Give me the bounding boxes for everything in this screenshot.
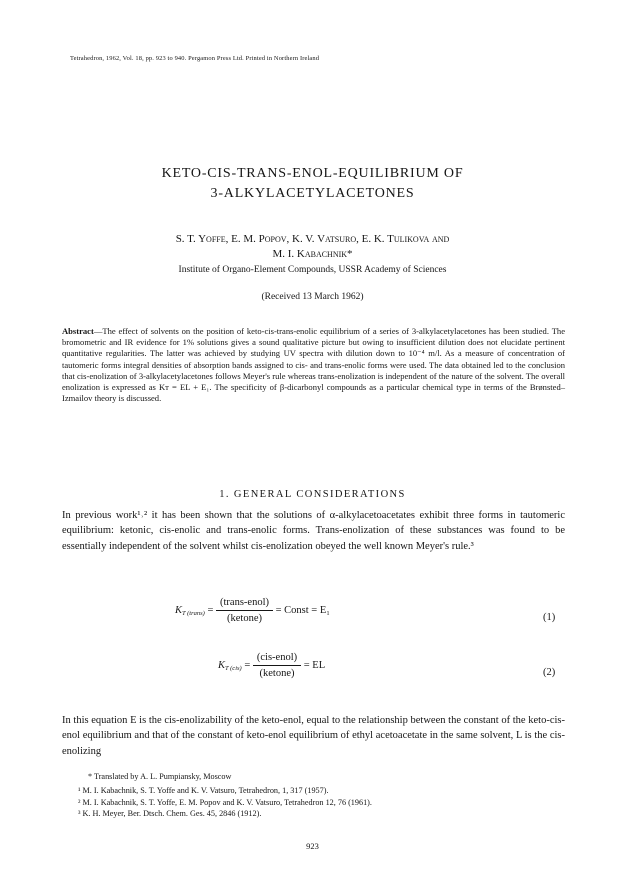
eq2-rhs: = EL <box>303 659 326 671</box>
author-list-line2: M. I. Kabachnik* <box>272 248 353 260</box>
equation-2: $K_{T (cis)}$ = $\frac{\text{(cis-enol)}}{\text{(ketone)}}$ = EL <box>218 652 326 679</box>
abstract <box>62 326 565 404</box>
author-list-line1: S. T. Yoffe, E. M. Popov, K. V. Vatsuro, E. K. Tulikova and <box>175 233 450 245</box>
eq2-lhs-sub: (cis) <box>230 664 242 672</box>
abstract-heading: Abstract <box>62 326 94 336</box>
footnote-ref-3: ³ K. H. Meyer, Ber. Dtsch. Chem. Ges. 45, 2846 (1912). <box>78 808 262 818</box>
eq2-lhs-symbol: K <box>218 659 226 671</box>
eq1-number: (1) <box>543 612 556 623</box>
eq2-fraction <box>253 652 301 679</box>
eq1-rhs: = Const = E₁ <box>275 604 330 616</box>
footnote-ref-2: ² M. I. Kabachnik, S. T. Yoffe, E. M. Popov and K. V. Vatsuro, Tetrahedron 12, 76 (1961). <box>78 797 372 807</box>
received-date <box>0 292 625 302</box>
eq1-lhs-sub-letter: T <box>182 609 186 617</box>
eq2-denominator: (ketone) <box>259 668 295 679</box>
journal-citation: Tetrahedron, 1962, Vol. 18, pp. 923 to 940. Pergamon Press Ltd. Printed in Northern Ireland <box>70 55 320 62</box>
eq1-lhs-sub: (trans) <box>187 609 205 617</box>
eq2-numerator: (cis-enol) <box>253 652 301 666</box>
paragraph-text: In previous work¹˒² it has been shown that the solutions of α-alkylacetoacetates exhibit three forms in tautomeric equilibrium: ketonic, cis-enolic and trans-enolic forms. Trans-enolization of these substances was found to be essentially independent of the solvent whilst cis-enolization obeyed the well known Meyer's rule.³ <box>62 510 565 552</box>
footnote-translation: * Translated by A. L. Pumpiansky, Moscow <box>88 772 232 781</box>
abstract-text: —The effect of solvents on the position of keto-cis-trans-enolic equilibrium of a series of 3-alkylacetylacetones has been studied. The bromometric and IR evidence for 1% solutions gives a sound qualitative picture but owing to insufficient dilution does not elucidate pertinent quantitative regularities. The latter was achieved by studying UV spectra with dilution down to 10⁻⁴ m/l. As a measure of concentration of tautomeric forms integral densities of absorption bands assigned to cis- and trans-enolic forms were used. The data obtained led to the conclusion that cis-enolization of 3-alkylacetylacetones follows Meyer's rule whereas trans-enolization is independent of the nature of the solvent. The overall enolization is expressed as Kᴛ = EL + E₁. The specificity of β-dicarbonyl compounds as a particular chemical type in terms of the Brønsted–Izmailov theory is discussed. <box>62 326 565 404</box>
equation-1: $K_{T (trans)}$ = $\frac{\text{(trans-enol)}}{\text{(ketone)}}$ = Const = E₁ <box>175 597 330 624</box>
paper-title-line1: KETO-CIS-TRANS-ENOL-EQUILIBRIUM OF <box>161 166 464 181</box>
footnotes <box>78 771 372 819</box>
section-heading: 1. GENERAL CONSIDERATIONS <box>219 489 406 500</box>
footnote-ref-1: ¹ M. I. Kabachnik, S. T. Yoffe and K. V. Vatsuro, Tetrahedron, 1, 317 (1957). <box>78 786 329 796</box>
body-paragraph-1 <box>62 508 565 554</box>
paragraph-text: In this equation E is the cis-enolizability of the keto-enol, equal to the relationship between the constant of the keto-cis-enol equilibrium and that of the constant of keto-enol equilibrium of ethyl acetoacetate in the same solvent, L is the cis-enolizing <box>62 715 565 757</box>
body-paragraph-2 <box>62 713 565 759</box>
eq2-lhs-sub-letter: T <box>225 664 229 672</box>
received-date-text: (Received 13 March 1962) <box>261 292 364 302</box>
eq1-lhs-symbol: K <box>175 604 183 616</box>
paper-title-line2: 3-ALKYLACETYLACETONES <box>210 186 415 201</box>
page-number: 923 <box>306 841 319 851</box>
eq1-denominator: (ketone) <box>227 613 262 624</box>
author-affiliation: Institute of Organo-Element Compounds, USSR Academy of Sciences <box>178 265 447 275</box>
eq1-fraction <box>216 597 273 624</box>
eq1-numerator: (trans-enol) <box>216 597 273 611</box>
eq2-number: (2) <box>543 667 556 678</box>
